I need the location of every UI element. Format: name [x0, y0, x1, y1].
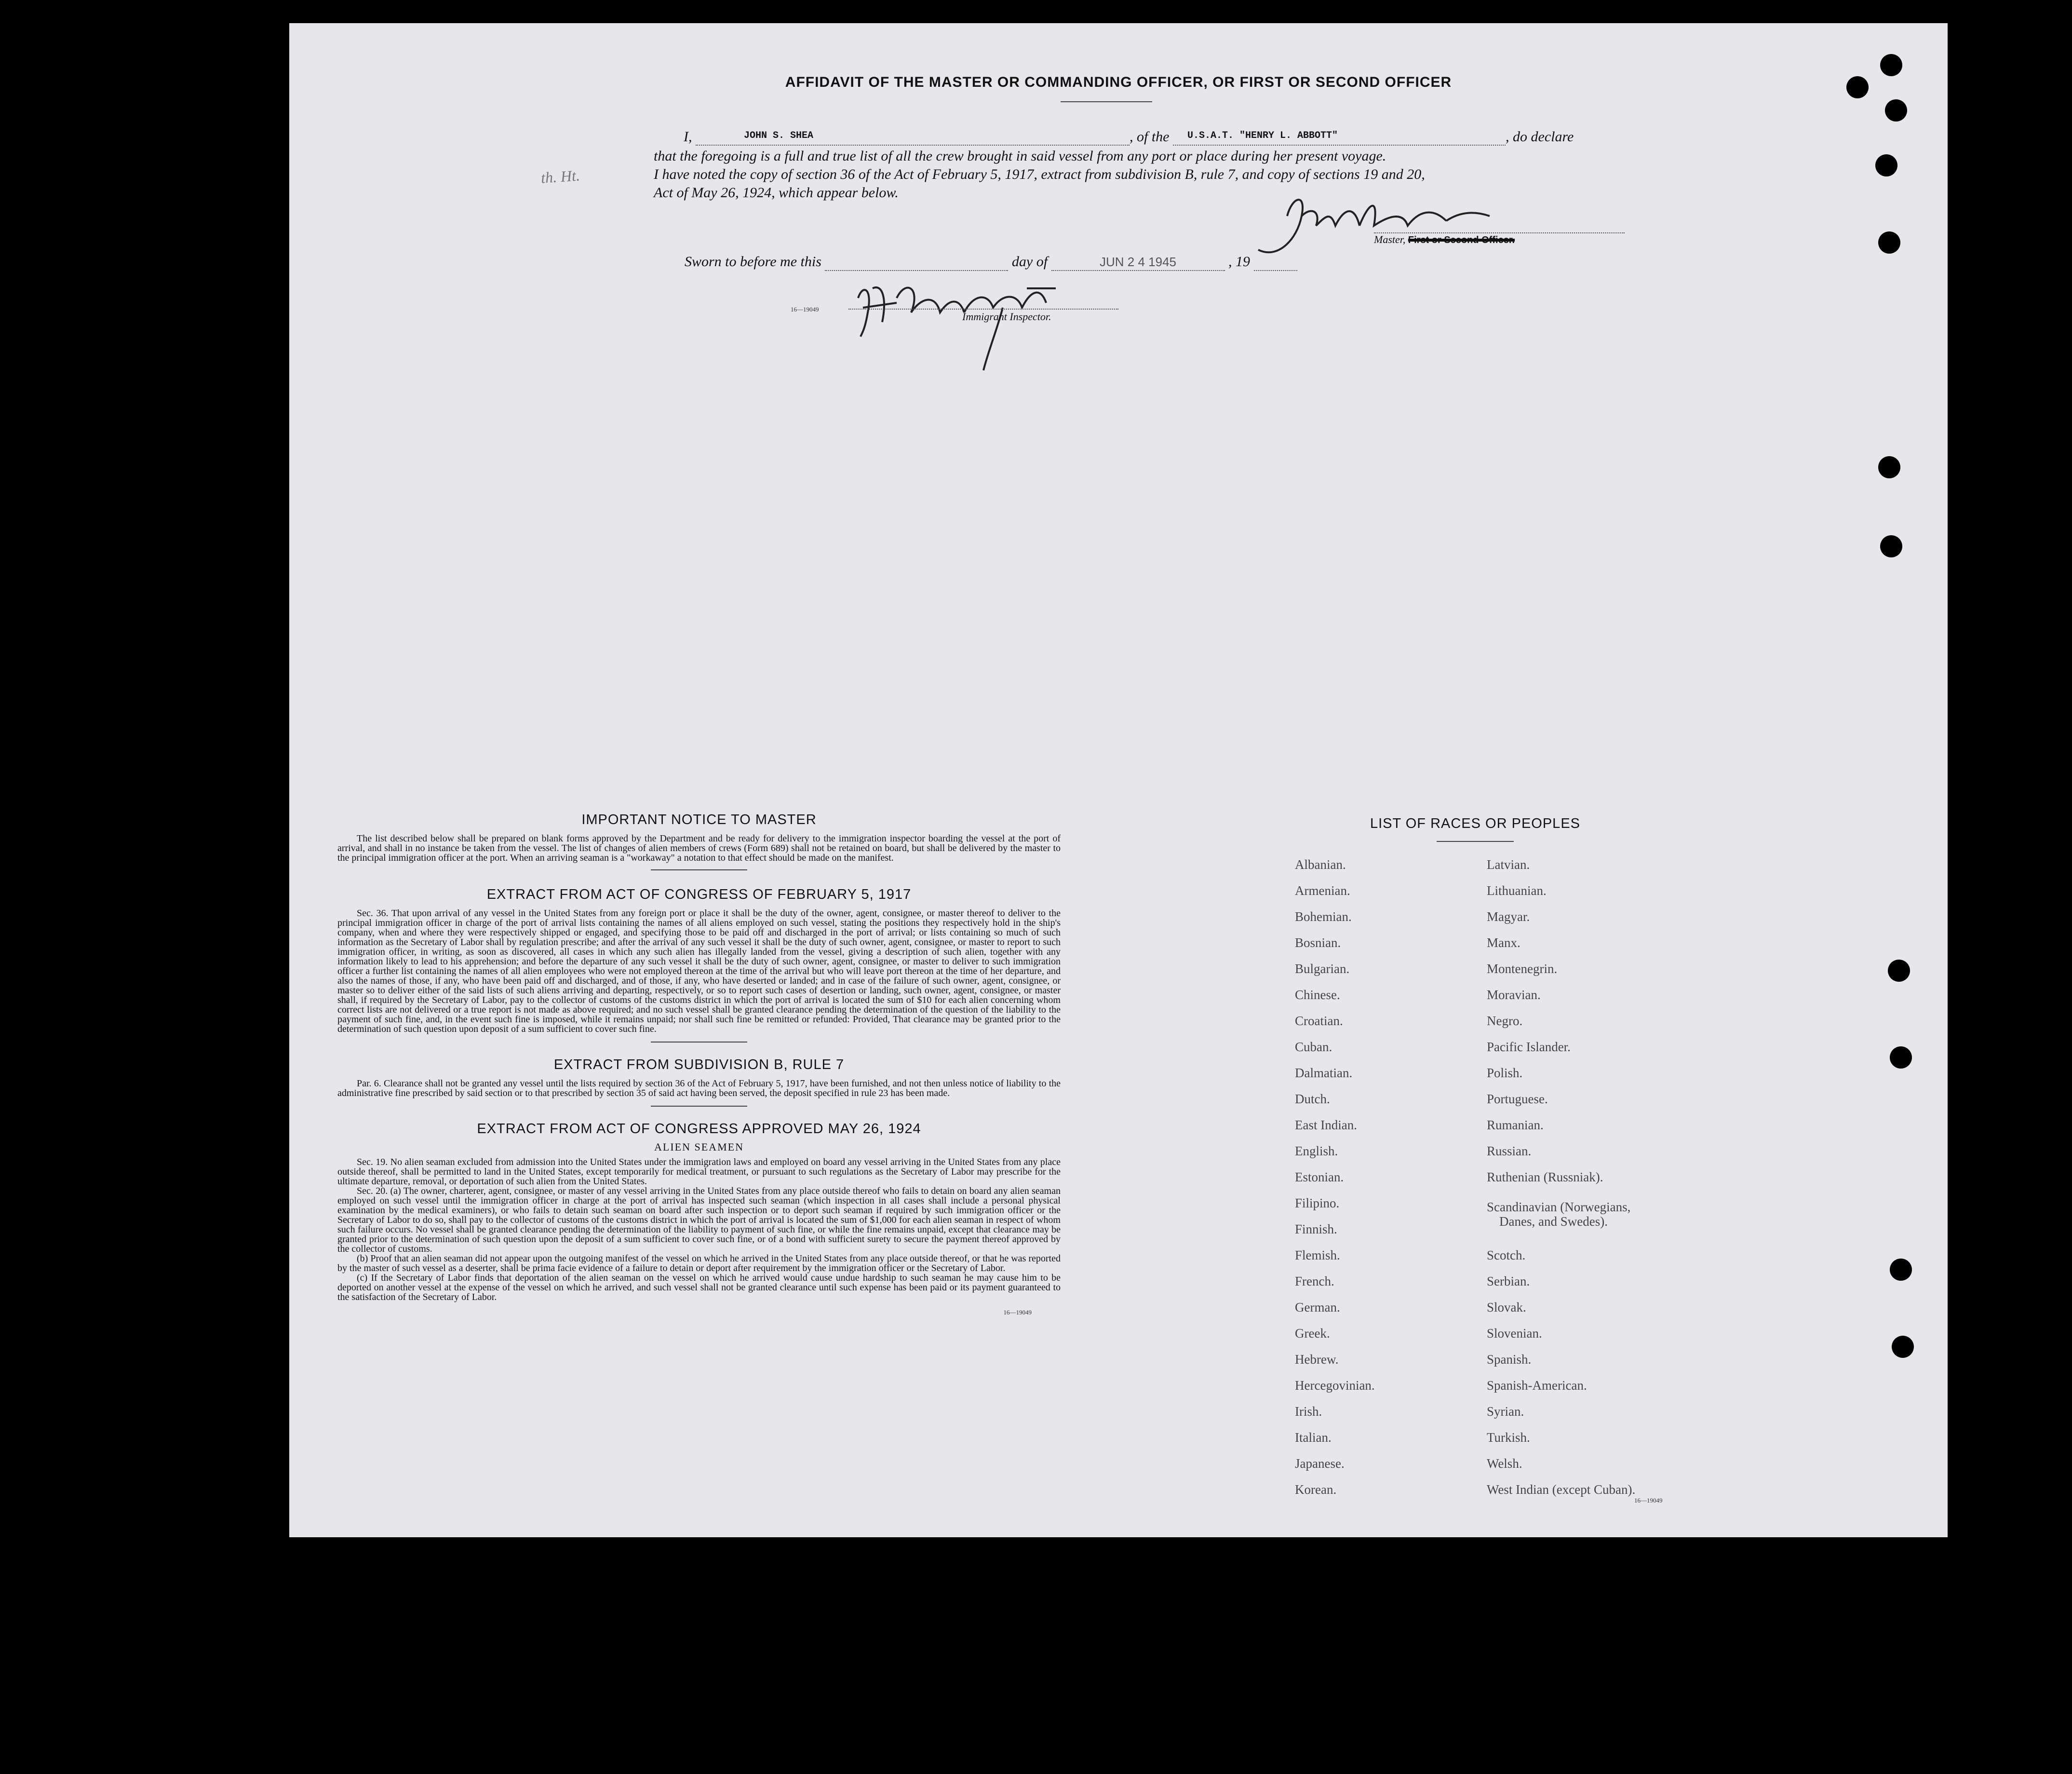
rule7-rule	[651, 1106, 747, 1107]
binder-hole-3	[1885, 99, 1907, 122]
binder-hole-10	[1890, 1259, 1912, 1281]
race-right-8: Pacific Islander.	[1487, 1040, 1571, 1054]
extract-1924-title: EXTRACT FROM ACT OF CONGRESS APPROVED MAY 26, 1924	[477, 1121, 921, 1137]
race-left-8: Cuban.	[1295, 1040, 1332, 1054]
extract-1917-body: Sec. 36. That upon arrival of any vessel in the United States from any foreign port or place it shall be the duty of the owner, agent, consignee, or master thereof to deliver to the principal immigration officer in charge of the port of arrival lists containing the names of all aliens employed on such vessel, stating the positions they respectively hold in the ship's company, when and where they were respectively shipped or engaged, and specifying those to be paid off and discharged in the port of arrival; or lists containing so much of such information as the Secretary of Labor shall by regulation prescribe; and after the arrival of any such vessel it shall be the duty of such owner, agent, consignee, or master to report to such immigration officer, in writing, as soon as discovered, all cases in which any such alien has illegally landed from the vessel, giving a description of such alien, together with any information likely to lead to his apprehension; and before the departure of any such vessel it shall be the duty of such owner, agent, consignee, or master to deliver to such immigration officer a further list containing the names of all alien employees who were not employed thereon at the time of the arrival but who will leave port thereon at the time of her departure, and also the names of those, if any, who have been paid off and discharged, and of those, if any, who have deserted or landed; and in case of the failure of such owner, agent, consignee, or master so to deliver either of the said lists of such aliens arriving and departing, respectively, or so to report such cases of desertion or landing, such owner, agent, consignee, or master shall, if required by the Secretary of Labor, pay to the collector of customs of the customs district in which the port of arrival is located the sum of $10 for each alien concerning whom correct lists are not delivered or a true report is not made as above required; and no such vessel shall be granted clearance pending the determination of the question of the liability to the payment of such fine, and, in the event such fine is imposed, while it remains unpaid; nor shall such fine be remitted or refunded: Provided, That clearance may be granted prior to the determination of such question upon deposit of a sum sufficient to cover such fine.	[337, 908, 1061, 1034]
inspector-label: Immigrant Inspector.	[962, 311, 1051, 323]
sworn-label: Sworn to before me this	[685, 254, 821, 270]
date-field	[1051, 254, 1225, 271]
race-left-13: Estonian.	[1295, 1170, 1344, 1184]
affidavit-form-number: 16—19049	[791, 306, 819, 313]
name-field	[696, 130, 1130, 146]
affidavit-title: AFFIDAVIT OF THE MASTER OR COMMANDING OFFICER, OR FIRST OR SECOND OFFICER	[785, 74, 1452, 90]
race-left-21: Hercegovinian.	[1295, 1378, 1375, 1393]
binder-hole-1	[1880, 54, 1902, 76]
title-rule	[1061, 101, 1152, 102]
race-left-18: German.	[1295, 1300, 1340, 1314]
race-left-2: Armenian.	[1295, 883, 1350, 898]
race-right-25: West Indian (except Cuban).	[1487, 1482, 1636, 1497]
binder-hole-11	[1892, 1336, 1914, 1358]
race-right-17: Serbian.	[1487, 1274, 1530, 1288]
binder-hole-8	[1888, 960, 1910, 982]
i-label: I,	[684, 129, 692, 145]
race-left-10: Dutch.	[1295, 1092, 1330, 1106]
race-right-7: Negro.	[1487, 1014, 1523, 1028]
race-right-5: Montenegrin.	[1487, 961, 1558, 976]
sec-20a-body: Sec. 20. (a) The owner, charterer, agent, consignee, or master of any vessel arriving in the United States from any place outside thereof who fails to detain on board any alien seaman employed on such vessel until the immigration officer in charge at the port of arrival has inspected such seaman (which inspection in all cases shall include a personal physical examination by the medical examiners), or who fails to detain such seaman on board after such inspection or to deport such seaman if required by such immigration officer or the Secretary of Labor to do so, shall pay to the collector of customs of the customs district in which the port of arrival is located the sum of $1,000 for each alien seaman in respect of whom such failure occurs. No vessel shall be granted clearance pending the determination of the liability to payment of such fine, or while the fine remains unpaid, except that clearance may be granted prior to the determination of such question upon the deposit of a sum sufficient to cover such fine, or of a bond with sufficient surety to secure the payment thereof approved by the collector of customs.	[337, 1186, 1061, 1254]
sec-20b-body: (b) Proof that an alien seaman did not appear upon the outgoing manifest of the vessel on which he arrived in the United States from any place outside thereof, or that he was reported by the master of such vessel as a deserter, shall be prima facie evidence of a failure to detain or deport after requirement by the immigration officer or the Secretary of Labor.	[337, 1253, 1061, 1273]
date-stamp: JUN 2 4 1945	[1100, 255, 1177, 269]
race-right-15: Danes, and Swedes).	[1499, 1214, 1608, 1229]
race-left-14: Filipino.	[1295, 1196, 1340, 1210]
race-left-23: Italian.	[1295, 1430, 1332, 1445]
rule7-body: Par. 6. Clearance shall not be granted any vessel until the lists required by section 36 of the Act of February 5, 1917, have been furnished, and not then unless notice of liability to the administrative fine prescribed by said section or to that prescribed by section 35 of said act having been served, the deposit specified in rule 23 has been made.	[337, 1078, 1061, 1098]
binder-hole-6	[1878, 456, 1900, 478]
rule7-title: EXTRACT FROM SUBDIVISION B, RULE 7	[553, 1057, 845, 1072]
affidavit-line-2: that the foregoing is a full and true list of all the crew brought in said vessel from any port or place during her present voyage.	[654, 148, 1386, 164]
race-right-11: Rumanian.	[1487, 1118, 1544, 1132]
notice-rule	[651, 869, 747, 870]
master-label-wrap	[1374, 233, 1515, 246]
race-left-5: Bulgarian.	[1295, 961, 1350, 976]
race-right-1: Latvian.	[1487, 857, 1530, 872]
race-right-9: Polish.	[1487, 1066, 1523, 1080]
vessel-typed: U.S.A.T. "HENRY L. ABBOTT"	[1187, 130, 1338, 141]
race-right-13: Ruthenian (Russniak).	[1487, 1170, 1603, 1184]
race-left-12: English.	[1295, 1144, 1338, 1158]
of-the-label: , of the	[1130, 129, 1170, 145]
race-right-4: Manx.	[1487, 935, 1520, 950]
notices-column	[337, 812, 1061, 1316]
name-typed: JOHN S. SHEA	[744, 130, 814, 141]
race-left-25: Korean.	[1295, 1482, 1337, 1497]
extract-form-number: 16—19049	[1003, 1309, 1032, 1316]
alien-seamen-subtitle: ALIEN SEAMEN	[654, 1141, 744, 1153]
struck-officer-title: First or Second Officer.	[1408, 235, 1515, 245]
race-left-17: French.	[1295, 1274, 1334, 1288]
race-left-6: Chinese.	[1295, 988, 1340, 1002]
affidavit-line-3: I have noted the copy of section 36 of the Act of February 5, 1917, extract from subdivision B, rule 7, and copy of sections 19 and 20,	[654, 166, 1425, 182]
binder-hole-9	[1890, 1046, 1912, 1069]
race-right-16: Scotch.	[1487, 1248, 1526, 1262]
binder-hole-4	[1875, 154, 1897, 176]
affidavit-line-4: Act of May 26, 1924, which appear below.	[654, 185, 899, 201]
race-right-19: Slovenian.	[1487, 1326, 1542, 1341]
affidavit-statement	[684, 128, 1860, 146]
race-left-22: Irish.	[1295, 1404, 1322, 1419]
binder-hole-2	[1846, 76, 1869, 98]
race-right-10: Portuguese.	[1487, 1092, 1548, 1106]
sec-20c-body: (c) If the Secretary of Labor finds that deportation of the alien seaman on the vessel on which he arrived would cause undue hardship to such seaman he may cause him to be deported on another vessel at the expense of the vessel on which he arrived, and such vessel shall not be granted clearance until such expense has been paid or its payment guaranteed to the satisfaction of the Secretary of Labor.	[337, 1273, 1061, 1302]
race-left-9: Dalmatian.	[1295, 1066, 1353, 1080]
vessel-field	[1173, 130, 1506, 146]
race-right-24: Welsh.	[1487, 1456, 1522, 1471]
sec-19-body: Sec. 19. No alien seaman excluded from admission into the United States under the immigration laws and employed on board any vessel arriving in the United States from any place outside thereof, shall be permitted to land in the United States, except temporarily for medical treatment, or pursuant to such regulations as the Secretary of Labor may prescribe for the ultimate departure, removal, or deportation of such alien from the United States.	[337, 1157, 1061, 1187]
race-right-23: Turkish.	[1487, 1430, 1530, 1445]
notice-body: The list described below shall be prepared on blank forms approved by the Department and be ready for delivery to the immigration inspector boarding the vessel at the port of arrival, and shall in no instance be taken from the vessel. The list of changes of alien members of crews (Form 689) shall not be retained on board, but shall be delivered by the master to the principal immigration officer at the port. When an arriving seaman is a "workaway" a notation to that effect should be made on the manifest.	[337, 833, 1061, 863]
races-rule	[1437, 841, 1514, 842]
race-right-14: Scandinavian (Norwegians,	[1487, 1200, 1631, 1214]
sworn-line	[685, 254, 1297, 271]
races-form-number: 16—19049	[1634, 1497, 1663, 1504]
race-left-3: Bohemian.	[1295, 909, 1352, 924]
race-left-7: Croatian.	[1295, 1014, 1343, 1028]
race-right-12: Russian.	[1487, 1144, 1532, 1158]
races-title: LIST OF RACES OR PEOPLES	[1370, 816, 1581, 831]
do-declare-label: , do declare	[1506, 129, 1574, 145]
race-left-1: Albanian.	[1295, 857, 1346, 872]
year-field	[1254, 254, 1297, 271]
day-field	[825, 254, 1008, 271]
document-page	[289, 23, 1948, 1537]
race-left-11: East Indian.	[1295, 1118, 1357, 1132]
race-right-21: Spanish-American.	[1487, 1378, 1587, 1393]
master-label: Master,	[1374, 233, 1406, 245]
binder-hole-5	[1878, 231, 1900, 254]
master-signature	[1249, 187, 1499, 264]
race-right-3: Magyar.	[1487, 909, 1530, 924]
race-left-19: Greek.	[1295, 1326, 1330, 1341]
race-right-2: Lithuanian.	[1487, 883, 1547, 898]
day-of-label: day of	[1011, 254, 1048, 270]
margin-note: th. Ht.	[540, 166, 581, 187]
race-left-15: Finnish.	[1295, 1222, 1337, 1236]
extract-1917-title: EXTRACT FROM ACT OF CONGRESS OF FEBRUARY 5, 1917	[486, 887, 912, 902]
race-right-18: Slovak.	[1487, 1300, 1526, 1314]
extract-1917-rule	[651, 1042, 747, 1043]
year-label: , 19	[1228, 254, 1251, 270]
race-right-22: Syrian.	[1487, 1404, 1524, 1419]
race-right-20: Spanish.	[1487, 1352, 1532, 1367]
race-left-16: Flemish.	[1295, 1248, 1340, 1262]
inspector-signature-line	[848, 309, 1118, 310]
race-left-20: Hebrew.	[1295, 1352, 1339, 1367]
notice-title: IMPORTANT NOTICE TO MASTER	[581, 812, 817, 827]
race-right-6: Moravian.	[1487, 988, 1541, 1002]
race-left-4: Bosnian.	[1295, 935, 1341, 950]
binder-hole-7	[1880, 535, 1902, 557]
race-left-24: Japanese.	[1295, 1456, 1345, 1471]
